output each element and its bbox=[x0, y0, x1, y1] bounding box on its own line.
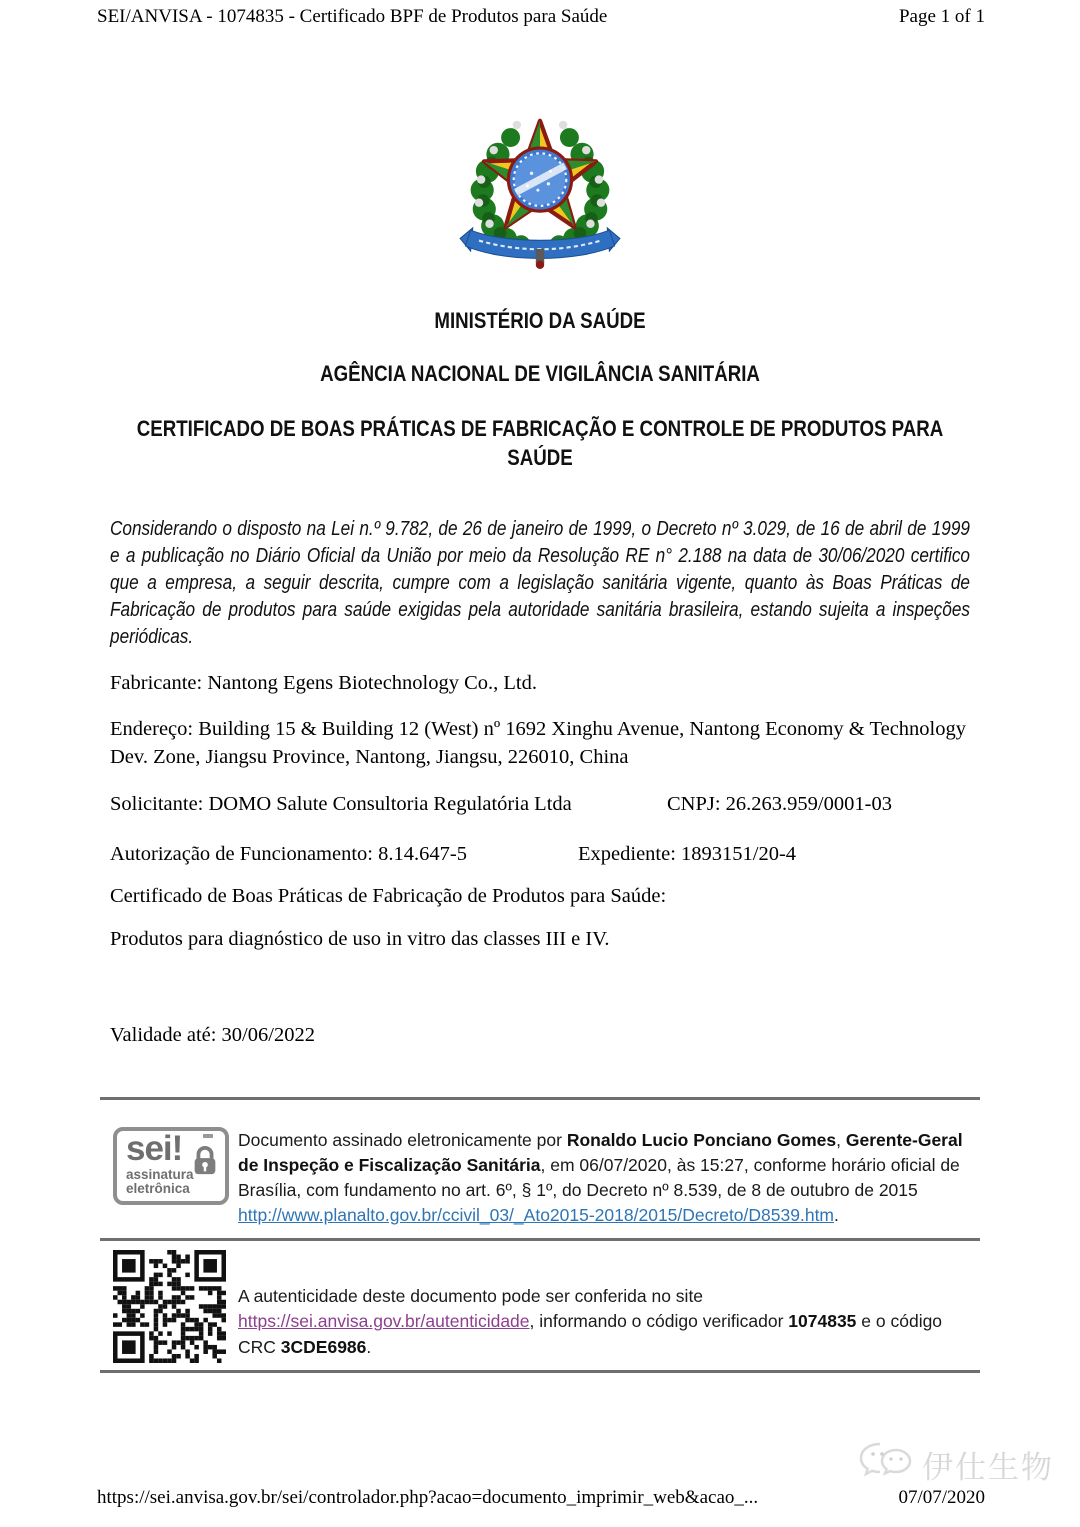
field-solicitante: Solicitante: DOMO Salute Consultoria Regulatória Ltda bbox=[110, 793, 572, 815]
field-endereco: Endereço: Building 15 & Building 12 (West) nº 1692 Xinghu Avenue, Nantong Economy & Technology Dev. Zone, Jiangsu Province, Nantong, Jiangsu, 226010, China bbox=[110, 718, 966, 768]
decreto-link[interactable]: http://www.planalto.gov.br/ccivil_03/_Ato2015-2018/2015/Decreto/D8539.htm bbox=[238, 1204, 835, 1225]
wechat-logo-icon bbox=[858, 1441, 914, 1488]
field-autorizacao-row bbox=[110, 841, 970, 869]
divider-top bbox=[100, 1097, 980, 1100]
signature-separator: , bbox=[836, 1129, 846, 1150]
field-produtos: Produtos para diagnóstico de uso in vitro das classes III e IV. bbox=[110, 928, 610, 950]
verifier-code: 1074835 bbox=[788, 1311, 857, 1331]
qr-code bbox=[113, 1250, 226, 1363]
divider-middle bbox=[100, 1238, 980, 1241]
authenticity-text-mid2: e o código CRC bbox=[238, 1311, 943, 1357]
signature-text-mid: , em 06/07/2020, às 15:27, conforme horário oficial de Brasília, com fundamento no art. 6º, § 1º, do Decreto nº 8.539, de 8 de outubro de 2015 bbox=[238, 1154, 960, 1200]
field-cnpj: CNPJ: 26.263.959/0001-03 bbox=[667, 793, 892, 815]
print-header bbox=[97, 6, 985, 28]
sei-logo-notch bbox=[203, 1134, 213, 1138]
crc-code: 3CDE6986 bbox=[280, 1336, 367, 1357]
footer-url: https://sei.anvisa.gov.br/sei/controlador.php?acao=documento_imprimir_web&acao_... bbox=[97, 1487, 759, 1508]
signature-statement bbox=[238, 1128, 968, 1228]
autenticidade-link[interactable]: https://sei.anvisa.gov.br/autenticidade bbox=[238, 1311, 530, 1331]
heading-certificate-title: CERTIFICADO DE BOAS PRÁTICAS DE FABRICAÇÃO E CONTROLE DE PRODUTOS PARA SAÚDE bbox=[136, 416, 944, 470]
sei-logo-brand: sei! bbox=[126, 1129, 183, 1168]
signer-name: Ronaldo Lucio Ponciano Gomes bbox=[566, 1129, 837, 1150]
field-solicitante-row bbox=[110, 791, 970, 819]
header-document-title: SEI/ANVISA - 1074835 - Certificado BPF de Produtos para Saúde bbox=[97, 6, 608, 27]
padlock-icon bbox=[189, 1143, 221, 1184]
sei-signature-logo bbox=[113, 1127, 229, 1205]
heading-agency: AGÊNCIA NACIONAL DE VIGILÂNCIA SANITÁRIA bbox=[320, 361, 760, 386]
signature-text-before: Documento assinado eletronicamente por bbox=[238, 1129, 567, 1150]
watermark bbox=[858, 1441, 1054, 1488]
authenticity-text-before: A autenticidade deste documento pode ser conferida no site bbox=[238, 1285, 704, 1306]
field-autorizacao: Autorização de Funcionamento: 8.14.647-5 bbox=[110, 843, 467, 865]
field-validade: Validade até: 30/06/2022 bbox=[110, 1024, 315, 1046]
print-footer bbox=[97, 1487, 985, 1509]
field-fabricante: Fabricante: Nantong Egens Biotechnology Co., Ltd. bbox=[110, 672, 538, 694]
authenticity-statement bbox=[238, 1284, 968, 1361]
field-certificate-scope: Certificado de Boas Práticas de Fabricação de Produtos para Saúde: bbox=[110, 885, 667, 907]
authenticity-text-after: . bbox=[366, 1336, 372, 1357]
field-expediente: Expediente: 1893151/20-4 bbox=[578, 843, 797, 865]
authenticity-text-mid: , informando o código verificador bbox=[529, 1311, 789, 1331]
sei-logo-subtitle-1: assinatura bbox=[126, 1167, 194, 1182]
signer-role: Gerente-Geral de Inspeção e Fiscalização Sanitária bbox=[238, 1129, 963, 1175]
sei-logo-subtitle-2: eletrônica bbox=[126, 1181, 190, 1196]
heading-ministry: MINISTÉRIO DA SAÚDE bbox=[434, 308, 646, 333]
signature-text-after: . bbox=[834, 1204, 839, 1225]
brazil-coat-of-arms-icon bbox=[455, 106, 625, 270]
preamble-paragraph: Considerando o disposto na Lei n.º 9.782, de 26 de janeiro de 1999, o Decreto nº 3.029, de 16 de abril de 1999 e a publicação no Diário Oficial da União por meio da Resolução RE n° 2.188 na data de 30/06/2020 certifico que a empresa, a seguir descrita, cumpre com a legislação sanitária vigente, quanto às Boas Práticas de Fabricação de produtos para saúde exigidas pela autoridade sanitária brasileira, estando sujeita a inspeções periódicas. bbox=[110, 518, 970, 648]
footer-date: 07/07/2020 bbox=[898, 1487, 985, 1508]
header-page-number: Page 1 of 1 bbox=[898, 6, 985, 27]
divider-bottom bbox=[100, 1370, 980, 1373]
watermark-text: 伊仕生物 bbox=[922, 1450, 1054, 1485]
